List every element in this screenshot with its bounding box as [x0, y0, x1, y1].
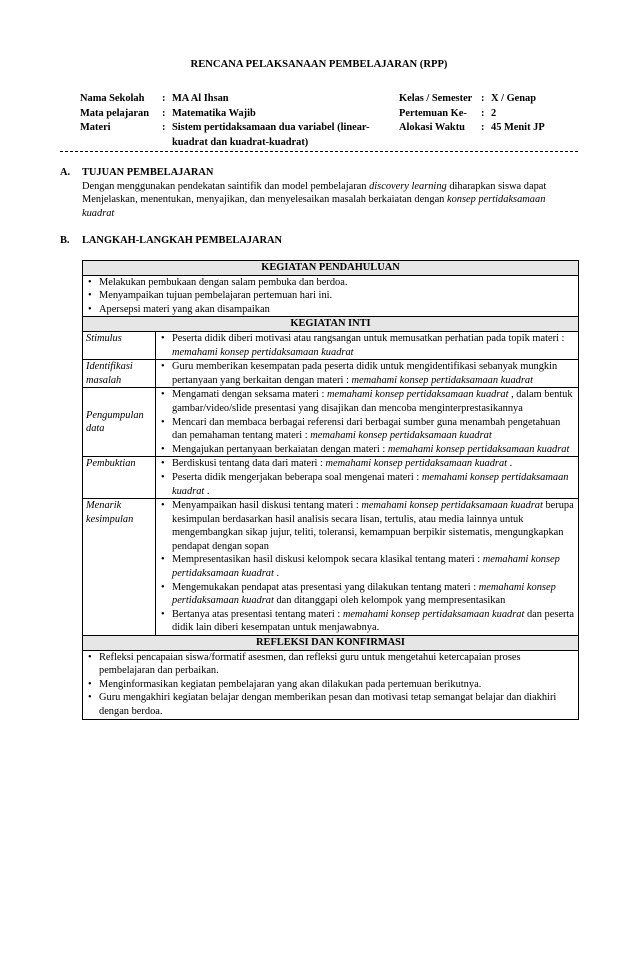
- row-content: [156, 331, 579, 359]
- info-sep: :: [162, 107, 166, 119]
- info-value: MA Al Ihsan: [172, 93, 229, 104]
- info-label: Nama Sekolah: [80, 93, 145, 104]
- dashed-divider: [60, 151, 578, 152]
- info-value: 2: [491, 107, 497, 119]
- list-item: [159, 416, 575, 443]
- list-item: [159, 388, 575, 415]
- item-emphasis: memahami konsep pertidaksamaan kuadrat: [172, 346, 354, 358]
- row-label-identifikasi: Identifikasi masalah: [83, 360, 156, 388]
- info-row-materi: [80, 121, 400, 150]
- info-sep: :: [162, 93, 166, 104]
- section-langkah: [60, 234, 578, 248]
- item-text: berupa kesimpulan berdasarkan hasil analisis secara lisan, tertulis, atau media lainnya untuk mengembangkan sikap jujur, teliti, toleransi, kemampuan berpikir sistematis, mengungkapkan pendapat dengan sopan: [172, 500, 574, 552]
- item-text: Guru memberikan kesempatan pada peserta didik untuk mengidentifikasi sebanyak mungkin pertanyaan yang berkaitan dengan materi :: [172, 361, 558, 386]
- row-content: [156, 388, 579, 457]
- row-content: [156, 457, 579, 499]
- table-row: [83, 457, 579, 499]
- info-value: X / Genap: [491, 93, 537, 104]
- list-item: [159, 360, 575, 387]
- section-tujuan: [60, 166, 578, 220]
- table-row: [83, 636, 579, 651]
- list-item: [159, 332, 575, 359]
- list-item: [159, 553, 575, 580]
- info-left: [80, 92, 400, 150]
- table-row: [83, 261, 579, 276]
- paragraph-emphasis: konsep pertidaksamaan kuadrat: [82, 194, 546, 219]
- list-item: [159, 457, 575, 471]
- item-text: Bertanya atas presentasi tentang materi :: [172, 608, 343, 620]
- pendahuluan-header: KEGIATAN PENDAHULUAN: [83, 261, 579, 276]
- item-emphasis: memahami konsep pertidaksamaan kuadrat: [325, 458, 508, 470]
- row-label-stimulus: Stimulus: [83, 331, 156, 359]
- table-row: [83, 388, 579, 457]
- table-row: [83, 331, 579, 359]
- item-text: Mengajukan pertanyaan berkaiatan dengan materi :: [172, 443, 388, 455]
- item-text: Mencari dan membaca berbagai referensi dari berbagai sumber guna menambah pengetahuan dan pemahaman tentang materi :: [172, 416, 561, 442]
- info-label: Alokasi Waktu: [399, 122, 465, 133]
- table-row: [83, 650, 579, 719]
- info-value: 45 Menit JP: [491, 122, 545, 133]
- pendahuluan-list: [86, 276, 575, 317]
- inti-header: KEGIATAN INTI: [83, 317, 579, 332]
- list-item: • Guru mengakhiri kegiatan belajar dengan memberikan pesan dan motivasi tetap semangat belajar dan diakhiri dengan berdoa.: [86, 691, 575, 718]
- row-label-menarik: Menarik kesimpulan: [83, 499, 156, 636]
- item-text: Mempresentasikan hasil diskusi kelompok secara klasikal tentang materi :: [172, 554, 483, 566]
- section-title: TUJUAN PEMBELAJARAN: [82, 167, 214, 178]
- info-sep: :: [481, 107, 485, 119]
- info-value: Matematika Wajib: [172, 107, 256, 119]
- info-row-pertemuan: [399, 107, 545, 122]
- info-row-mata-pelajaran: [80, 107, 400, 122]
- info-row-alokasi-waktu: [399, 121, 545, 136]
- item-emphasis: memahami konsep pertidaksamaan kuadrat: [172, 581, 556, 607]
- section-heading: [60, 166, 578, 180]
- info-label: Pertemuan Ke-: [399, 107, 467, 119]
- item-text: .: [204, 485, 210, 497]
- list-item: [159, 471, 575, 498]
- list-item: [159, 608, 575, 635]
- list-item: • Melakukan pembukaan dengan salam pembuka dan berdoa.: [86, 276, 575, 290]
- info-sep: :: [481, 122, 485, 133]
- activities-table: [82, 260, 579, 720]
- item-text: dan ditanggapi oleh kelompok yang mempresentasikan: [273, 595, 506, 607]
- item-text: .: [507, 458, 513, 470]
- info-label: Kelas / Semester: [399, 93, 473, 104]
- pendahuluan-cell: [83, 275, 579, 317]
- section-number: A.: [60, 167, 71, 178]
- info-label: Mata pelajaran: [80, 107, 149, 119]
- list-item: • Apersepsi materi yang akan disampaikan: [86, 303, 575, 317]
- table-row: [83, 317, 579, 332]
- refleksi-list: [86, 651, 575, 719]
- info-value: Sistem pertidaksamaan dua variabel (linear-kuadrat dan kuadrat-kuadrat): [172, 122, 370, 148]
- paragraph-emphasis: discovery learning: [369, 180, 447, 192]
- item-text: , dalam bentuk gambar/video/slide presentasi yang disajikan dan mencoba menginterprestasikannya: [172, 389, 573, 414]
- item-text: Mengemukakan pendapat atas presentasi yang dilakukan tentang materi :: [172, 581, 479, 593]
- item-text: Berdiskusi tentang data dari materi :: [172, 458, 326, 470]
- item-text: dan peserta didik lain diberi kesempatan untuk menjawabnya.: [172, 608, 574, 634]
- refleksi-cell: [83, 650, 579, 719]
- list-item: [159, 499, 575, 553]
- document-title: RENCANA PELAKSANAAN PEMBELAJARAN (RPP): [190, 59, 448, 70]
- item-emphasis: memahami konsep pertidaksamaan kuadrat: [172, 554, 560, 580]
- item-text: Peserta didik diberi motivasi atau rangsangan untuk memusatkan perhatian pada topik materi :: [172, 332, 565, 344]
- item-emphasis: memahami konsep pertidaksamaan kuadrat: [172, 471, 569, 497]
- refleksi-header: REFLEKSI DAN KONFIRMASI: [83, 636, 579, 651]
- row-content: [156, 499, 579, 636]
- list-item: [159, 581, 575, 608]
- section-number: B.: [60, 235, 70, 246]
- list-item: • Menginformasikan kegiatan pembelajaran yang akan dilakukan pada pertemuan berikutnya.: [86, 678, 575, 692]
- section-paragraph: [82, 180, 578, 221]
- item-text: .: [273, 568, 280, 580]
- info-row-nama-sekolah: [80, 92, 400, 107]
- info-sep: :: [162, 122, 166, 133]
- table-row: [83, 360, 579, 388]
- item-emphasis: memahami konsep pertidaksamaan kuadrat: [326, 389, 509, 401]
- info-right: [399, 92, 545, 136]
- paragraph-text: diharapkan siswa dapat Menjelaskan, menentukan, menyajikan, dan menyelesaikan masalah berkaiatan dengan: [82, 180, 547, 206]
- table-row: [83, 499, 579, 636]
- item-emphasis: memahami konsep pertidaksamaan kuadrat: [361, 500, 543, 512]
- info-sep: :: [481, 93, 485, 104]
- info-label: Materi: [80, 122, 111, 133]
- row-label-pembuktian: Pembuktian: [83, 457, 156, 499]
- item-emphasis: memahami konsep pertidaksamaan kuadrat: [351, 374, 533, 386]
- list-item: • Refleksi pencapaian siswa/formatif asesmen, dan refleksi guru untuk mengetahui ketercapaian proses pembelajaran dan perbaikan.: [86, 651, 575, 678]
- section-title: LANGKAH-LANGKAH PEMBELAJARAN: [82, 235, 283, 246]
- item-text: Mengamati dengan seksama materi :: [172, 389, 327, 401]
- paragraph-text: Dengan menggunakan pendekatan saintifik dan model pembelajaran: [82, 180, 370, 192]
- row-content: [156, 360, 579, 388]
- section-heading: [60, 234, 578, 248]
- item-emphasis: memahami konsep pertidaksamaan kuadrat: [342, 608, 525, 620]
- table-row: [83, 275, 579, 317]
- item-text: Menyampaikan hasil diskusi tentang materi :: [172, 500, 362, 512]
- info-row-kelas: [399, 92, 545, 107]
- list-item: • Menyampaikan tujuan pembelajaran pertemuan hari ini.: [86, 289, 575, 303]
- list-item: [159, 443, 575, 457]
- item-emphasis: memahami konsep pertidaksamaan kuadrat: [387, 443, 570, 455]
- row-label-pengumpulan: Pengumpulan data: [83, 388, 156, 457]
- item-text: Peserta didik mengerjakan beberapa soal mengenai materi :: [172, 471, 422, 483]
- item-emphasis: memahami konsep pertidaksamaan kuadrat: [310, 430, 492, 442]
